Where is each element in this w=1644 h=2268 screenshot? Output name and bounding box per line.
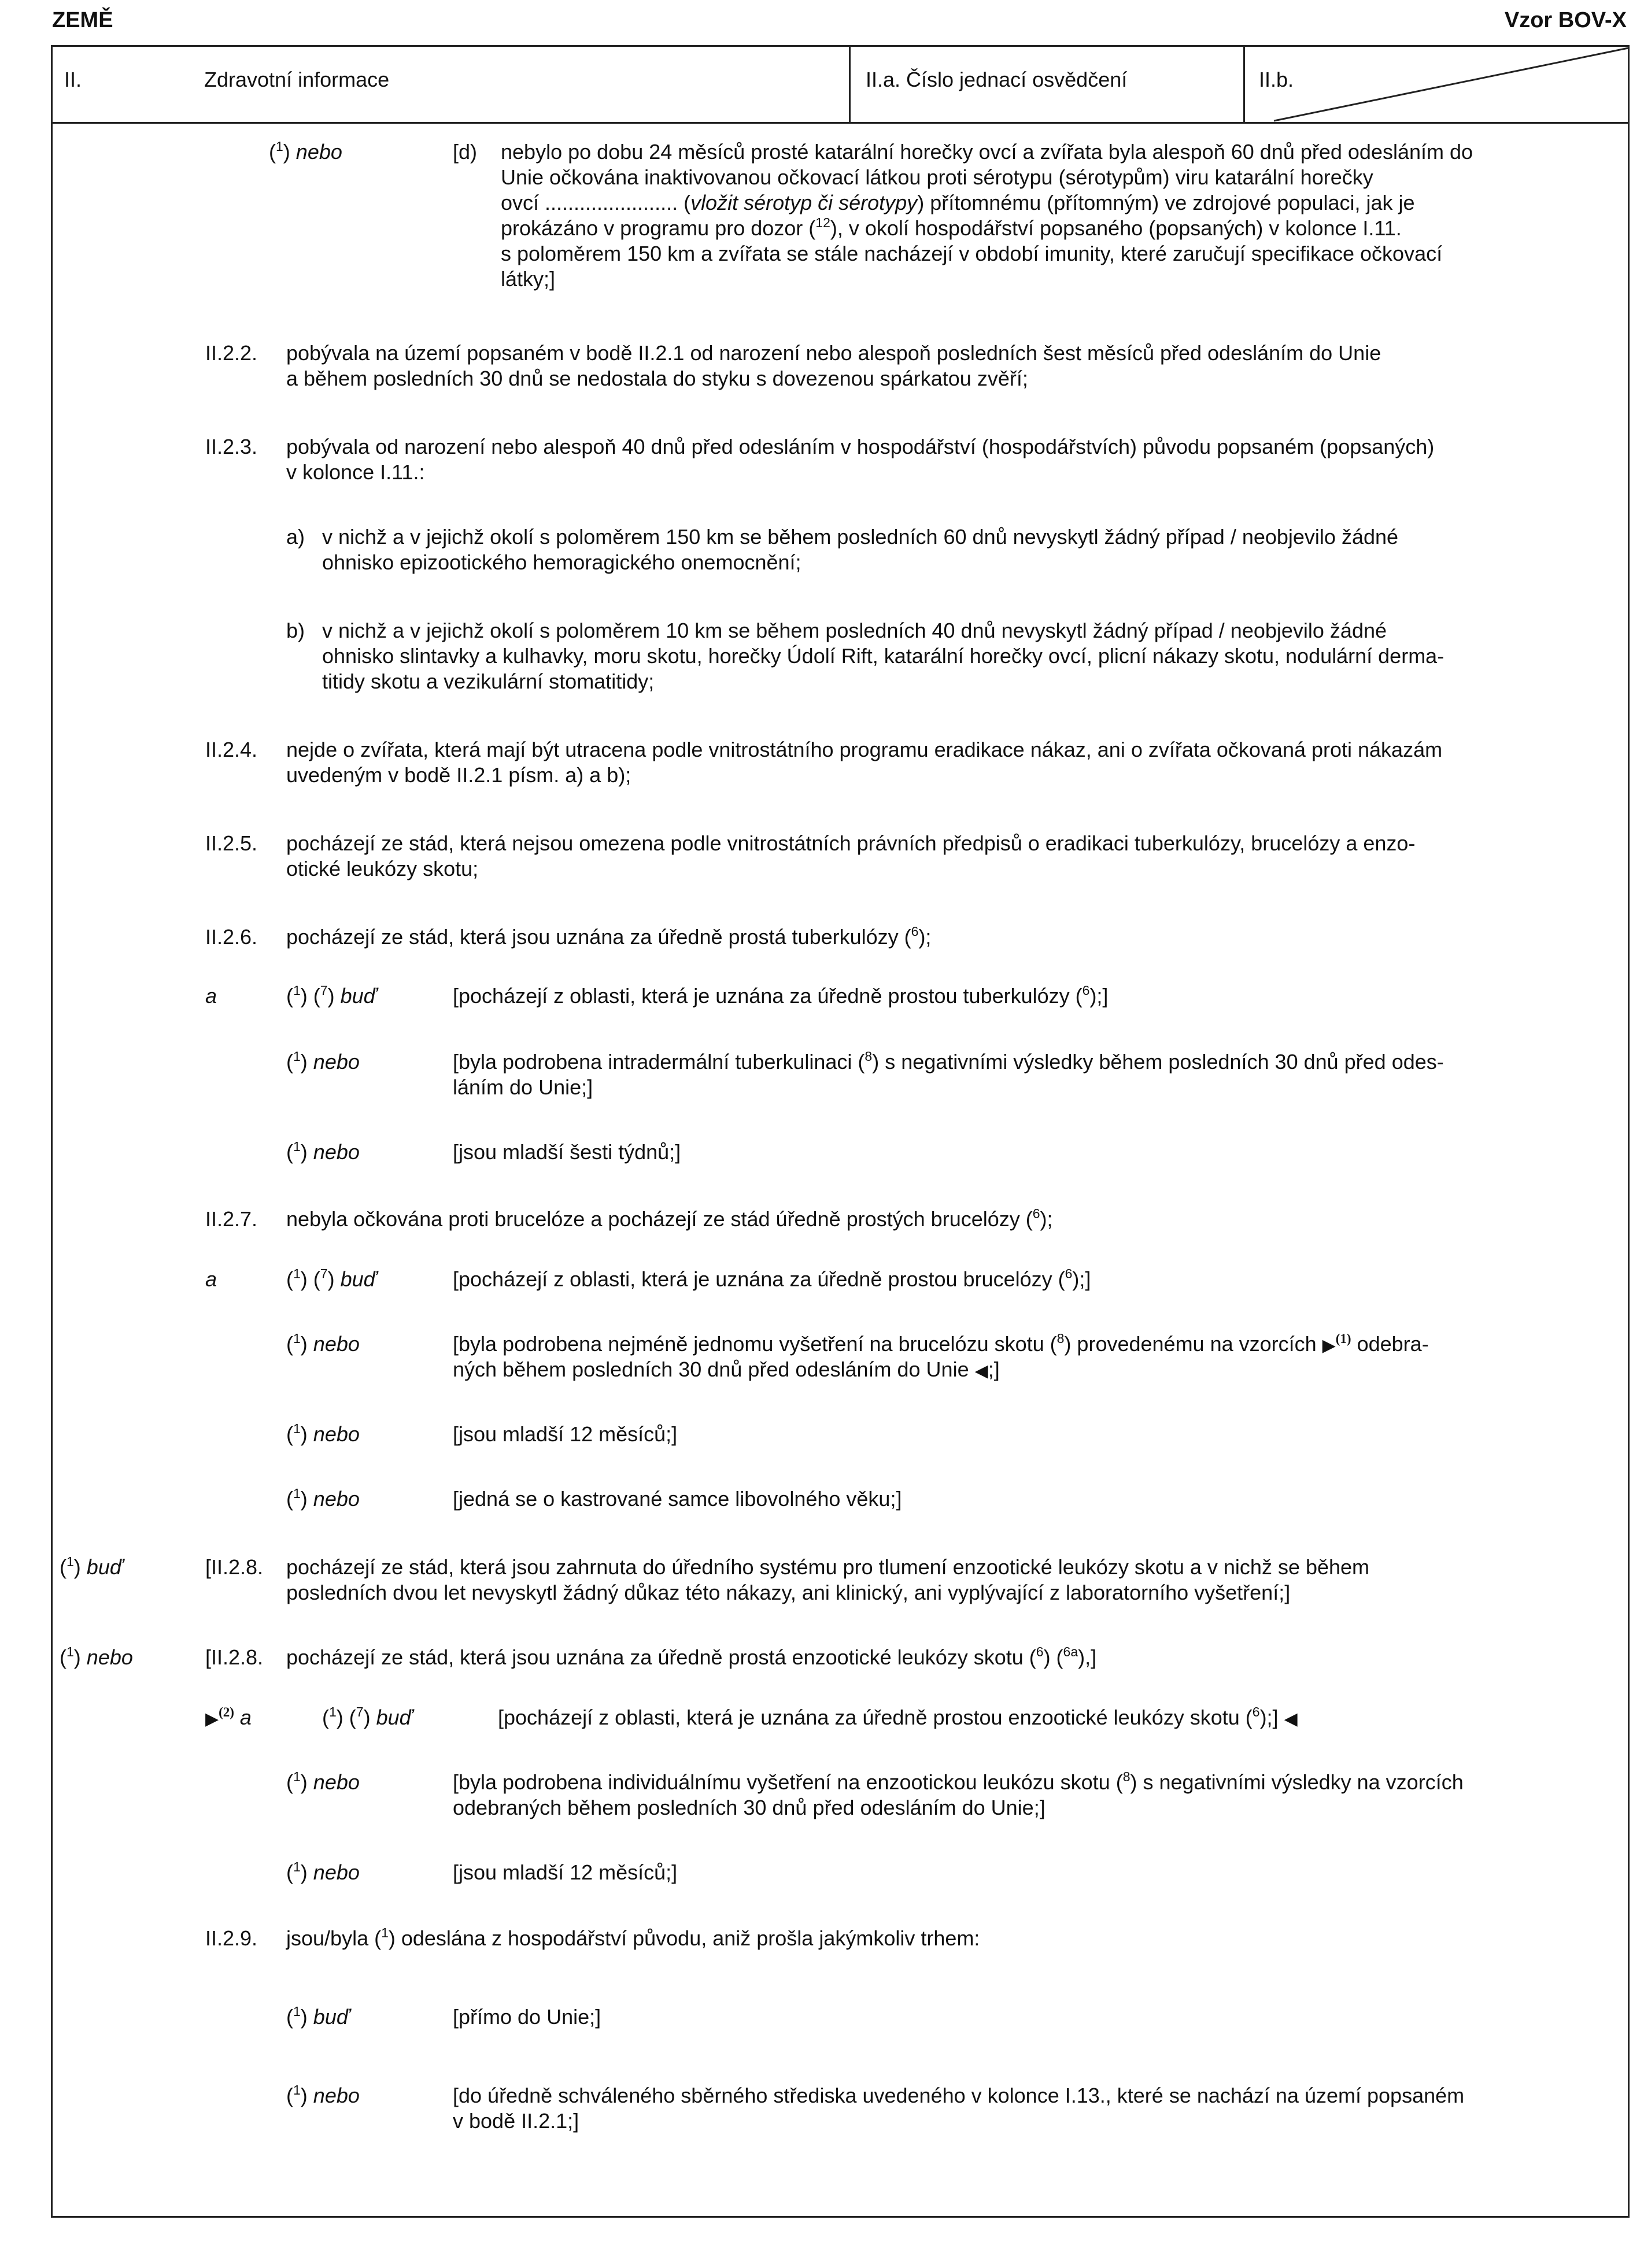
text-line: s poloměrem 150 km a zvířata se stále nacházejí v období imunity, které zaručují specifikace očkovací [501,242,1443,265]
option-label: ($^1$) nebo [286,2082,360,2107]
text-line: titidy skotu a vezikulární stomatitidy; [322,669,655,693]
item-letter: a [205,1267,217,1291]
option-label: ($^1$) buď [60,1554,123,1579]
text-line: [pocházejí z oblasti, která je uznána za úředně prostou enzootické leukózy skotu ($^6$);] ◀ [498,1704,1298,1729]
text-line: v nichž a v jejichž okolí s poloměrem 10 km se během posledních 40 dnů nevyskytl žádný případ / neobjevilo žádné [322,619,1387,642]
model-label: Vzor BOV-X [1504,8,1627,32]
header-divider-1 [53,47,851,122]
header-reference-cell [851,47,1245,122]
option-label: ($^1$) nebo [286,1139,360,1164]
text-line: nejde o zvířata, která mají být utracena podle vnitrostátního programu eradikace nákaz, ani o zvířata očkovaná proti nákazám [286,738,1443,761]
option-label: ($^1$) nebo [286,1421,360,1446]
text-line: [byla podrobena individuálnímu vyšetření na enzootickou leukózu skotu ($^8$) s negativními výsledky na vzorcích [453,1769,1464,1794]
text-line: v kolonce I.11.: [286,460,425,484]
text-line: pobývala od narození nebo alespoň 40 dnů před odesláním v hospodářství (hospodářstvích) původu popsaném (popsaných) [286,435,1435,458]
section-num-2-8: [II.2.8. [205,1645,264,1669]
text-line: [jsou mladší 12 měsíců;] [453,1422,678,1446]
section-num-2-8: [II.2.8. [205,1555,264,1579]
text-line: nebyla očkována proti brucelóze a pocházejí ze stád úředně prostých brucelózy ($^6$); [286,1206,1053,1231]
reference-b-label: II.b. [1259,68,1294,91]
section-num-2-5: II.2.5. [205,831,258,855]
text-line: [do úředně schváleného sběrného střediska uvedeného v kolonce I.13., které se nachází na území popsaném [453,2084,1465,2107]
text-line: [přímo do Unie;] [453,2005,601,2029]
text-line: [byla podrobena intradermální tuberkulinaci ($^8$) s negativními výsledky během posledních 30 dnů před odes- [453,1049,1444,1074]
text-line: látky;] [501,267,556,291]
section-number: II. [64,68,82,91]
insert-end-icon: ◀ [974,1361,988,1381]
text-line: Unie očkována inaktivovanou očkovací látkou proti sérotypu (sérotypům) viru katarální horečky [501,165,1373,189]
insert-start-icon: ▶ [1322,1336,1336,1355]
text-line: pocházejí ze stád, která jsou zahrnuta do úředního systému pro tlumení enzootické leukózy skotu a v nichž se během [286,1555,1370,1579]
option-label: ($^1$) nebo [286,1486,360,1511]
text-line: ovcí ....................... (vložit sérotyp či sérotypy) přítomnému (přítomným) ve zdrojové populaci, jak je [501,191,1415,214]
option-label: ($^1$) ($^7$) buď [286,983,377,1008]
diagonal-line [1245,47,1630,122]
text-line: a během posledních 30 dnů se nedostala do styku s dovezenou spárkatou zvěří; [286,367,1028,390]
option-label: ($^1$) buď [286,2004,350,2029]
text-line: odebraných během posledních 30 dnů před odesláním do Unie;] [453,1796,1045,1819]
text-line: pobývala na území popsaném v bodě II.2.1 od narození nebo alespoň posledních šest měsíců před odesláním do Unie [286,341,1381,365]
text-line: jsou/byla ($^1$) odeslána z hospodářství původu, aniž prošla jakýmkoliv trhem: [286,1925,980,1950]
certificate-frame [51,45,1630,2218]
text-line: [jsou mladší 12 měsíců;] [453,1860,678,1884]
item-letter: b) [286,619,305,642]
option-label: ($^1$) ($^7$) buď [286,1266,377,1291]
text-line: nebylo po dobu 24 měsíců prosté katarální horečky ovcí a zvířata byla alespoň 60 dnů před odesláním do [501,140,1473,164]
section-num-2-9: II.2.9. [205,1926,258,1950]
section-num-2-6: II.2.6. [205,925,258,949]
text-line: v bodě II.2.1;] [453,2109,579,2133]
insert-end-icon: ◀ [1284,1710,1298,1729]
item-letter: a [205,984,217,1008]
text-line: pocházejí ze stád, která nejsou omezena podle vnitrostátních právních předpisů o eradikaci tuberkulózy, brucelózy a enzo- [286,831,1416,855]
section-num-2-4: II.2.4. [205,738,258,761]
text-line: ných během posledních 30 dnů před odesláním do Unie ◀;] [453,1357,1000,1381]
text-line: [pocházejí z oblasti, která je uznána za úředně prostou tuberkulózy ($^6$);] [453,983,1109,1008]
reference-label: II.a. Číslo jednací osvědčení [866,68,1128,91]
certificate-header [53,47,1628,124]
text-line: [pocházejí z oblasti, která je uznána za úředně prostou brucelózy ($^6$);] [453,1266,1091,1291]
text-line: [jedná se o kastrované samce libovolného věku;] [453,1487,902,1511]
section-num-2-3: II.2.3. [205,435,258,458]
item-letter: [d) [453,140,478,164]
text-line: [byla podrobena nejméně jednomu vyšetření na brucelózu skotu ($^8$) provedenému na vzorcích ▶$^{(1)}$ odebra- [453,1331,1429,1356]
option-label: ($^1$) nebo [286,1859,360,1884]
country-label: ZEMĚ [52,8,113,32]
section-num-2-2: II.2.2. [205,341,258,365]
text-line: [jsou mladší šesti týdnů;] [453,1140,681,1164]
option-label: ($^1$) nebo [60,1644,133,1669]
text-line: pocházejí ze stád, která jsou uznána za úředně prostá tuberkulózy ($^6$); [286,924,932,949]
text-line: v nichž a v jejichž okolí s poloměrem 150 km se během posledních 60 dnů nevyskytl žádný případ / neobjevilo žádné [322,525,1399,549]
insert-marker: ▶$^{(2)}$ a [205,1705,252,1729]
option-label: ($^1$) nebo [286,1331,360,1356]
text-line: otické leukózy skotu; [286,857,479,880]
text-line: ohnisko slintavky a kulhavky, moru skotu, horečky Údolí Rift, katarální horečky ovcí, plicní nákazy skotu, nodulární derma- [322,644,1444,668]
text-line: posledních dvou let nevyskytl žádný důkaz této nákazy, ani klinický, ani vyplývající z laboratorního vyšetření;] [286,1581,1291,1604]
option-label: ($^1$) ($^7$) buď [322,1704,413,1729]
text-line: ohnisko epizootického hemoragického onemocnění; [322,550,801,574]
section-num-2-7: II.2.7. [205,1207,258,1231]
text-line: prokázáno v programu pro dozor ($^{12}$), v okolí hospodářství popsaného (popsaných) v kolonce I.11. [501,215,1402,240]
text-line: láním do Unie;] [453,1075,593,1099]
option-label: ($^1$) nebo [286,1049,360,1074]
text-line: uvedeným v bodě II.2.1 písm. a) a b); [286,763,631,787]
insert-start-icon: ▶ [205,1710,219,1729]
item-letter: a) [286,525,305,549]
section-title: Zdravotní informace [204,68,390,91]
text-line: pocházejí ze stád, která jsou uznána za úředně prostá enzootické leukózy skotu ($^6$) ($^{6a}$),] [286,1644,1097,1669]
option-label: ($^1$) nebo [286,1769,360,1794]
option-label: ($^1$) nebo [269,139,342,164]
